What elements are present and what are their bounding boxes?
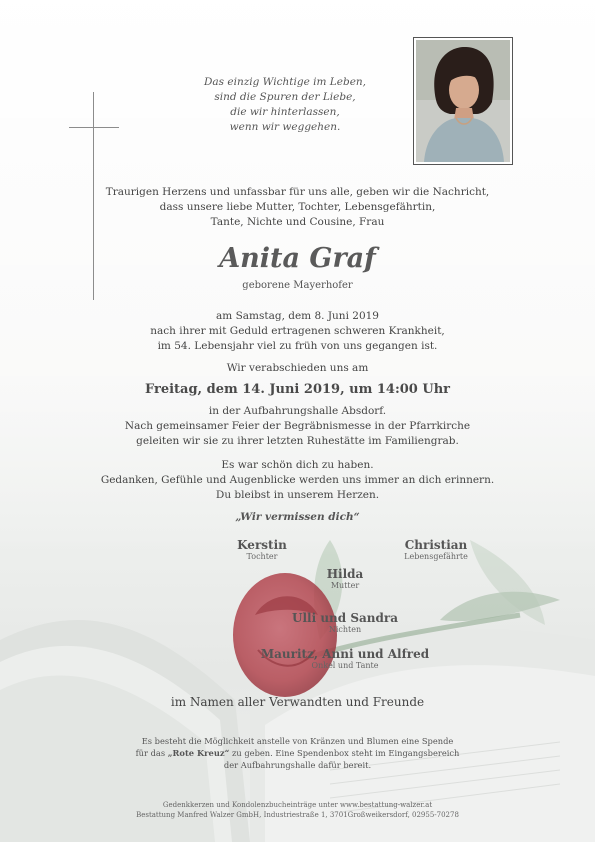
mourner-ulli-sandra — [245, 611, 445, 634]
footer-line: Gedenkkerzen und Kondolenzbucheinträge unter www.bestattung-walzer.at — [162, 801, 433, 809]
mourner-name: Kerstin — [237, 538, 287, 552]
donation-text: für das — [135, 748, 168, 758]
donation-line: der Aufbahrungshalle dafür bereit. — [223, 760, 372, 770]
funeral-date: Freitag, dem 14. Juni 2019, um 14:00 Uhr — [144, 382, 451, 397]
funeral-line: Nach gemeinsamer Feier der Begräbnismesse in der Pfarrkirche — [124, 420, 471, 432]
intro-line: dass unsere liebe Mutter, Tochter, Lebensgefährtin, — [159, 201, 436, 213]
mourner-role: Lebensgefährte — [404, 552, 468, 561]
poem-line: die wir hinterlassen, — [230, 106, 340, 118]
funeral-details — [0, 404, 595, 449]
memorial-poem — [150, 75, 420, 135]
donation-line — [0, 747, 595, 759]
maiden-name: geborene Mayerhofer — [242, 280, 353, 291]
announcement-intro — [0, 185, 595, 230]
closing-words — [0, 458, 595, 503]
closing-line: Du bleibst in unserem Herzen. — [215, 489, 380, 501]
closing-line: Gedanken, Gefühle und Augenblicke werden uns immer an dich erinnern. — [100, 474, 495, 486]
on-behalf-line: im Namen aller Verwandten und Freunde — [170, 695, 425, 709]
mourner-role: Onkel und Tante — [311, 661, 379, 670]
mourner-kerstin — [212, 538, 312, 561]
mourner-name: Ulli und Sandra — [292, 611, 398, 625]
death-line: im 54. Lebensjahr viel zu früh von uns gegangen ist. — [157, 340, 438, 352]
poem-line: wenn wir weggehen. — [229, 121, 341, 133]
portrait-photo — [413, 37, 513, 165]
mourner-hilda — [295, 567, 395, 590]
poem-line: sind die Spuren der Liebe, — [214, 91, 356, 103]
mourner-role: Mutter — [330, 581, 360, 590]
donation-note — [0, 735, 595, 771]
footer — [0, 800, 595, 820]
mourner-name: Christian — [404, 538, 468, 552]
mourner-name: Hilda — [326, 567, 364, 581]
donation-text: zu geben. Eine Spendenbox steht im Eingangsbereich — [229, 748, 460, 758]
farewell-intro: Wir verabschieden uns am — [226, 362, 369, 374]
deceased-name: Anita Graf — [219, 243, 376, 274]
mourner-role: Nichten — [328, 625, 362, 634]
funeral-line: geleiten wir sie zu ihrer letzten Ruhestätte im Familiengrab. — [136, 435, 459, 447]
mourner-role: Tochter — [246, 552, 278, 561]
memorial-quote: „Wir vermissen dich“ — [235, 511, 360, 523]
closing-line: Es war schön dich zu haben. — [221, 459, 374, 471]
poem-line: Das einzig Wichtige im Leben, — [203, 76, 367, 88]
death-line: nach ihrer mit Geduld ertragenen schweren Krankheit, — [150, 325, 445, 337]
donation-line: Es besteht die Möglichkeit anstelle von Kränzen und Blumen eine Spende — [141, 736, 454, 746]
footer-line: Bestattung Manfred Walzer GmbH, Industriestraße 1, 3701Großweikersdorf, 02955-70278 — [136, 811, 459, 819]
mourner-mauritz-anni-alfred — [225, 647, 465, 670]
mourner-christian — [376, 538, 496, 561]
charity-name: „Rote Kreuz“ — [167, 748, 230, 758]
death-details — [0, 309, 595, 354]
intro-line: Tante, Nichte und Cousine, Frau — [210, 216, 385, 228]
funeral-line: in der Aufbahrungshalle Absdorf. — [208, 405, 387, 417]
intro-line: Traurigen Herzens und unfassbar für uns alle, geben wir die Nachricht, — [105, 186, 490, 198]
death-line: am Samstag, dem 8. Juni 2019 — [216, 310, 379, 322]
mourner-name: Mauritz, Anni und Alfred — [260, 647, 430, 661]
